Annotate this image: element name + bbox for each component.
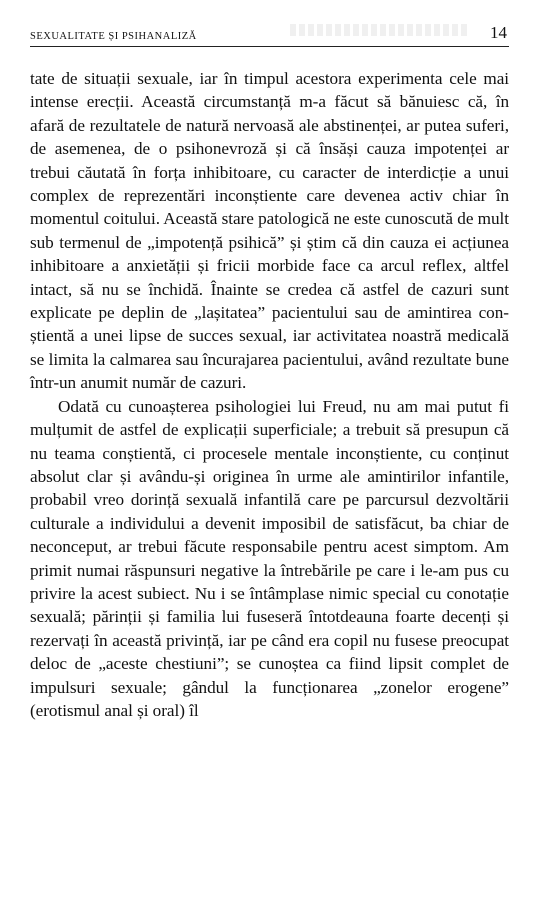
body-text bbox=[30, 67, 509, 722]
running-header bbox=[30, 20, 509, 47]
paragraph: Odată cu cunoașterea psihologiei lui Freud, nu am mai putut fi mulțumit de astfel de explicații superficiale; a trebuit să presupun că nu teama conștientă, ci procesele mentale inconștiente, cu conținut absolut clar și avându-și originea în urme ale amintirilor infantile, probabil vreo dorință sexuală infantilă care pe parcursul dezvoltării culturale a individului a devenit imposibil de satisfăcut, ba chiar de neconceput, ar trebui făcute responsabile pentru acest simptom. Am primit numai răspunsuri negative la întrebările pe care i le-am pus cu privire la acest subiect. Nu i se întâmplase nimic special cu conotație sexuală; părinții și familia lui fuseseră întotdeauna foarte decenți și rezervați în această privință, iar pe când era copil nu fusese preocupat deloc de „aceste chestiuni”; se cunoștea ca fiind lipsit complet de impulsuri sexuale; gândul la funcționarea „zonelor erogene” (erotismul anal și oral) îl bbox=[30, 396, 509, 720]
running-title: SEXUALITATE ȘI PSIHANALIZĂ bbox=[30, 31, 197, 42]
paragraph-continued: tate de situații sexuale, iar în timpul acestora experimenta cele mai intense erecții. Această circumstanță m-a făcut să bănuiesc că, în afară de rezultatele de natură nervoasă ale abstinenței, ar putea suferi, de asemenea, de o psihonevroză și că însăși cauza impotenței ar trebui căutată în forța inhibitoare, cu caracter de interdicție a unui complex de reprezentări inconștiente care devenea activ chiar în momentul coitului. Această stare patologică ne este cunoscută de mult sub termenul de „impotență psihică” și știm că din cauza ei acțiunea inhibitoare a anxietății și fricii morbide face ca arcul reflex, altfel intact, să nu se închidă. Înainte se credea că astfel de cazuri sunt explicate pe deplin de „lașitatea” pacientului sau de amintirea conștientă a unei lipse de succes sexual, iar activitatea noastră medicală se limita la calmarea sau încurajarea pacientului, având rezultate bune într-un anumit număr de cazuri. bbox=[30, 69, 509, 393]
page-number: 14 bbox=[490, 23, 507, 42]
